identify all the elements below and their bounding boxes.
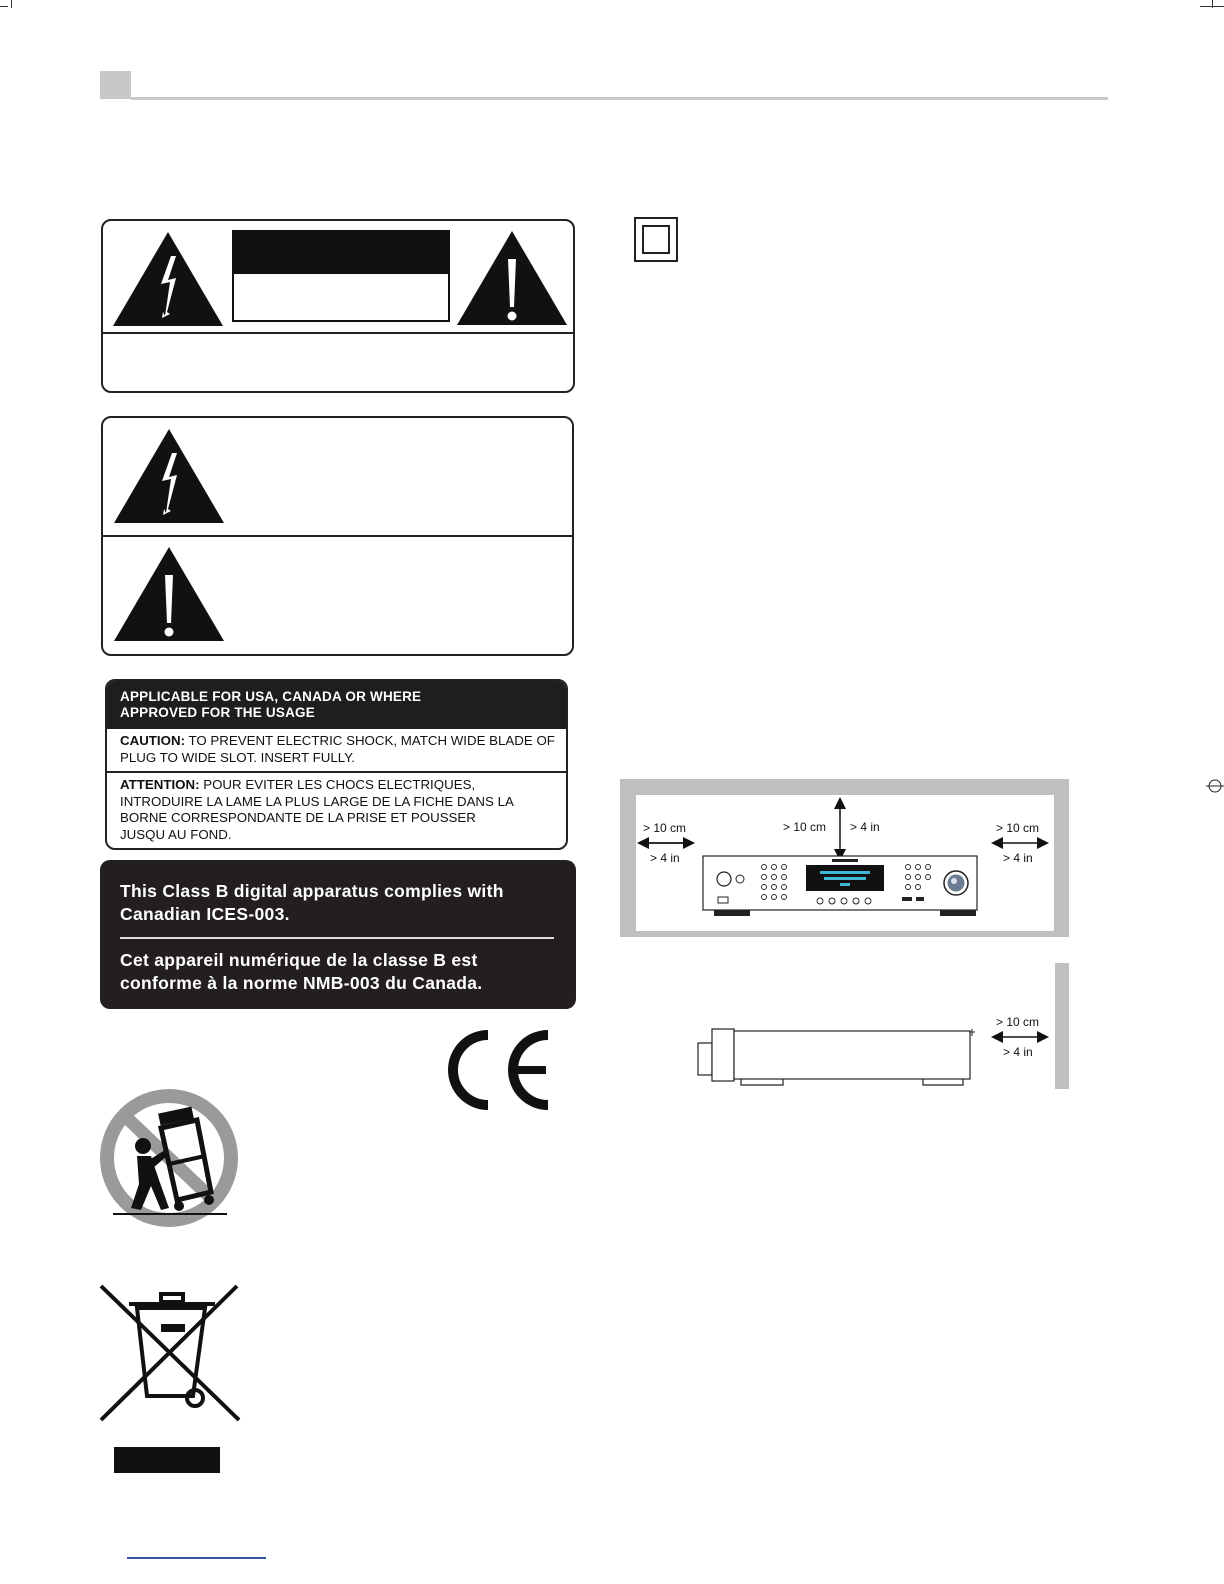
plug-box-header-text: APPLICABLE FOR USA, CANADA OR WHERE APPROVED FOR THE USAGE bbox=[120, 689, 422, 720]
clearance-rear-in: > 4 in bbox=[1003, 1045, 1033, 1059]
clearance-left-in: > 4 in bbox=[650, 851, 680, 865]
rear-wall bbox=[1055, 963, 1069, 1089]
clearance-top-cm: > 10 cm bbox=[783, 820, 827, 834]
clearance-right-in: > 4 in bbox=[1003, 851, 1033, 865]
clearance-left-cm: > 10 cm bbox=[643, 821, 687, 835]
attention-body: POUR EVITER LES CHOCS ELECTRIQUES, INTRODUIRE LA LAME LA PLUS LARGE DE LA FICHE DANS LA BORNE CORRESPONDANTE DE LA PRISE ET POUSSER JUSQU AU FOND. bbox=[120, 777, 514, 842]
device-front-view bbox=[702, 855, 978, 919]
attention-label: ATTENTION: bbox=[120, 777, 200, 792]
ices-french: Cet appareil numérique de la classe B est conforme à la norme NMB-003 du Canada. bbox=[120, 950, 483, 993]
clearance-right-cm: > 10 cm bbox=[996, 821, 1040, 835]
clearance-top-in: > 4 in bbox=[850, 820, 880, 834]
caution-body: TO PREVENT ELECTRIC SHOCK, MATCH WIDE BLADE OF PLUG TO WIDE SLOT. INSERT FULLY. bbox=[120, 733, 555, 765]
footer-link-underline bbox=[127, 1557, 266, 1559]
caution-label: CAUTION: bbox=[120, 733, 185, 748]
clearance-rear-cm: > 10 cm bbox=[996, 1015, 1040, 1029]
ices-english: This Class B digital apparatus complies with Canadian ICES-003. bbox=[120, 881, 504, 924]
device-side-view bbox=[697, 1026, 977, 1090]
registration-mark bbox=[1206, 778, 1224, 794]
